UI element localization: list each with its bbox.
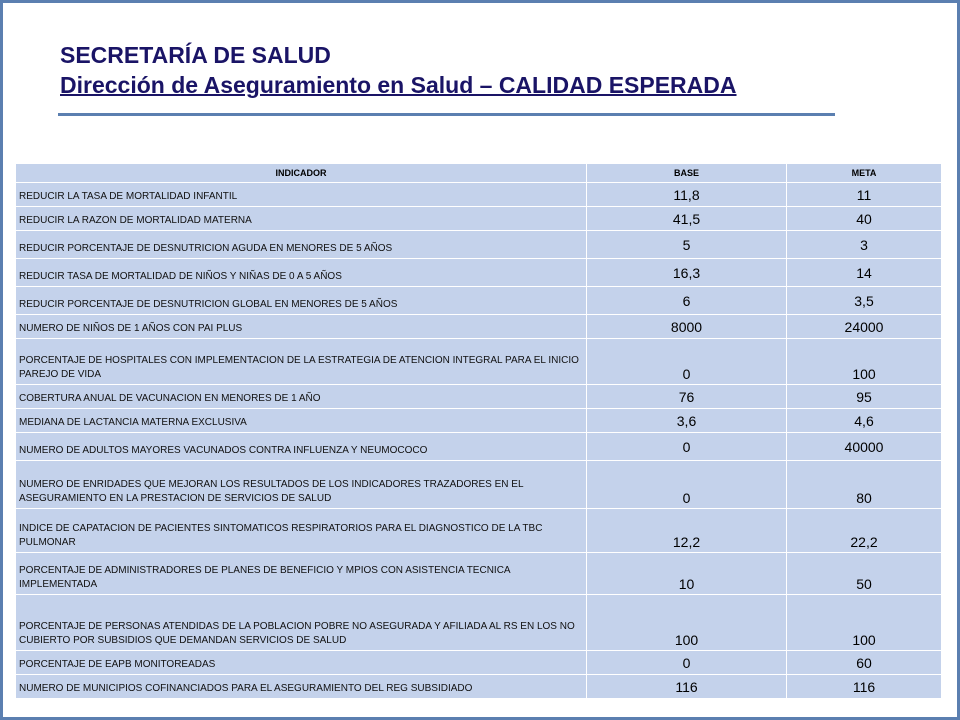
indicator-cell: NUMERO DE ADULTOS MAYORES VACUNADOS CONTRA INFLUENZA Y NEUMOCOCO	[16, 433, 587, 461]
meta-cell: 3	[787, 231, 942, 259]
column-header-indicador: INDICADOR	[16, 164, 587, 183]
meta-cell: 40000	[787, 433, 942, 461]
meta-cell: 60	[787, 651, 942, 675]
indicator-cell: COBERTURA ANUAL DE VACUNACION EN MENORES DE 1 AÑO	[16, 385, 587, 409]
meta-cell: 3,5	[787, 287, 942, 315]
indicator-cell: PORCENTAJE DE HOSPITALES CON IMPLEMENTACION DE LA ESTRATEGIA DE ATENCION INTEGRAL PARA EL INICIO PAREJO DE VIDA	[16, 339, 587, 385]
meta-cell: 14	[787, 259, 942, 287]
table-row	[16, 675, 942, 699]
base-cell: 6	[587, 287, 787, 315]
meta-cell: 95	[787, 385, 942, 409]
table-row	[16, 651, 942, 675]
meta-cell: 4,6	[787, 409, 942, 433]
base-cell: 3,6	[587, 409, 787, 433]
indicator-cell: REDUCIR PORCENTAJE DE DESNUTRICION GLOBAL EN MENORES DE 5 AÑOS	[16, 287, 587, 315]
base-cell: 11,8	[587, 183, 787, 207]
meta-cell: 22,2	[787, 509, 942, 553]
meta-cell: 24000	[787, 315, 942, 339]
meta-cell: 80	[787, 461, 942, 509]
indicator-cell: NUMERO DE NIÑOS DE 1 AÑOS CON PAI PLUS	[16, 315, 587, 339]
base-cell: 76	[587, 385, 787, 409]
base-cell: 116	[587, 675, 787, 699]
indicator-cell: REDUCIR TASA DE MORTALIDAD DE NIÑOS Y NIÑAS DE 0 A 5 AÑOS	[16, 259, 587, 287]
indicator-cell: NUMERO DE MUNICIPIOS COFINANCIADOS PARA EL ASEGURAMIENTO DEL REG SUBSIDIADO	[16, 675, 587, 699]
page-title: SECRETARÍA DE SALUD	[60, 42, 331, 68]
table-row	[16, 287, 942, 315]
meta-cell: 11	[787, 183, 942, 207]
indicators-table	[15, 163, 942, 699]
table-row	[16, 409, 942, 433]
title-block	[60, 40, 737, 100]
table-row	[16, 553, 942, 595]
table-row	[16, 207, 942, 231]
table-row	[16, 595, 942, 651]
indicator-cell: PORCENTAJE DE PERSONAS ATENDIDAS DE LA POBLACION POBRE NO ASEGURADA Y AFILIADA AL RS EN LOS NO CUBIERTO POR SUBSIDIOS QUE DEMANDAN SERVICIOS DE SALUD	[16, 595, 587, 651]
table-header-row	[16, 164, 942, 183]
column-header-base: BASE	[587, 164, 787, 183]
base-cell: 41,5	[587, 207, 787, 231]
indicator-cell: REDUCIR PORCENTAJE DE DESNUTRICION AGUDA EN MENORES DE 5 AÑOS	[16, 231, 587, 259]
table-row	[16, 259, 942, 287]
base-cell: 5	[587, 231, 787, 259]
table-row	[16, 509, 942, 553]
meta-cell: 100	[787, 595, 942, 651]
table-row	[16, 183, 942, 207]
table-row	[16, 385, 942, 409]
base-cell: 0	[587, 339, 787, 385]
table-row	[16, 461, 942, 509]
base-cell: 16,3	[587, 259, 787, 287]
indicator-cell: INDICE DE CAPATACION DE PACIENTES SINTOMATICOS RESPIRATORIOS PARA EL DIAGNOSTICO DE LA TBC PULMONAR	[16, 509, 587, 553]
base-cell: 8000	[587, 315, 787, 339]
base-cell: 0	[587, 461, 787, 509]
indicator-cell: REDUCIR LA RAZON DE MORTALIDAD MATERNA	[16, 207, 587, 231]
table-row	[16, 231, 942, 259]
page-subtitle: Dirección de Aseguramiento en Salud – CALIDAD ESPERADA	[60, 72, 737, 98]
column-header-meta: META	[787, 164, 942, 183]
meta-cell: 50	[787, 553, 942, 595]
indicator-cell: MEDIANA DE LACTANCIA MATERNA EXCLUSIVA	[16, 409, 587, 433]
base-cell: 12,2	[587, 509, 787, 553]
indicator-cell: REDUCIR LA TASA DE MORTALIDAD INFANTIL	[16, 183, 587, 207]
base-cell: 0	[587, 651, 787, 675]
title-divider	[58, 113, 835, 116]
indicator-cell: NUMERO DE ENRIDADES QUE MEJORAN LOS RESULTADOS DE LOS INDICADORES TRAZADORES EN EL ASEGURAMIENTO EN LA PRESTACION DE SERVICIOS DE SALUD	[16, 461, 587, 509]
meta-cell: 100	[787, 339, 942, 385]
base-cell: 100	[587, 595, 787, 651]
table-row	[16, 433, 942, 461]
table-row	[16, 339, 942, 385]
meta-cell: 40	[787, 207, 942, 231]
indicator-cell: PORCENTAJE DE ADMINISTRADORES DE PLANES DE BENEFICIO Y MPIOS CON ASISTENCIA TECNICA IMPLEMENTADA	[16, 553, 587, 595]
indicator-cell: PORCENTAJE DE EAPB MONITOREADAS	[16, 651, 587, 675]
table-row	[16, 315, 942, 339]
meta-cell: 116	[787, 675, 942, 699]
base-cell: 0	[587, 433, 787, 461]
base-cell: 10	[587, 553, 787, 595]
